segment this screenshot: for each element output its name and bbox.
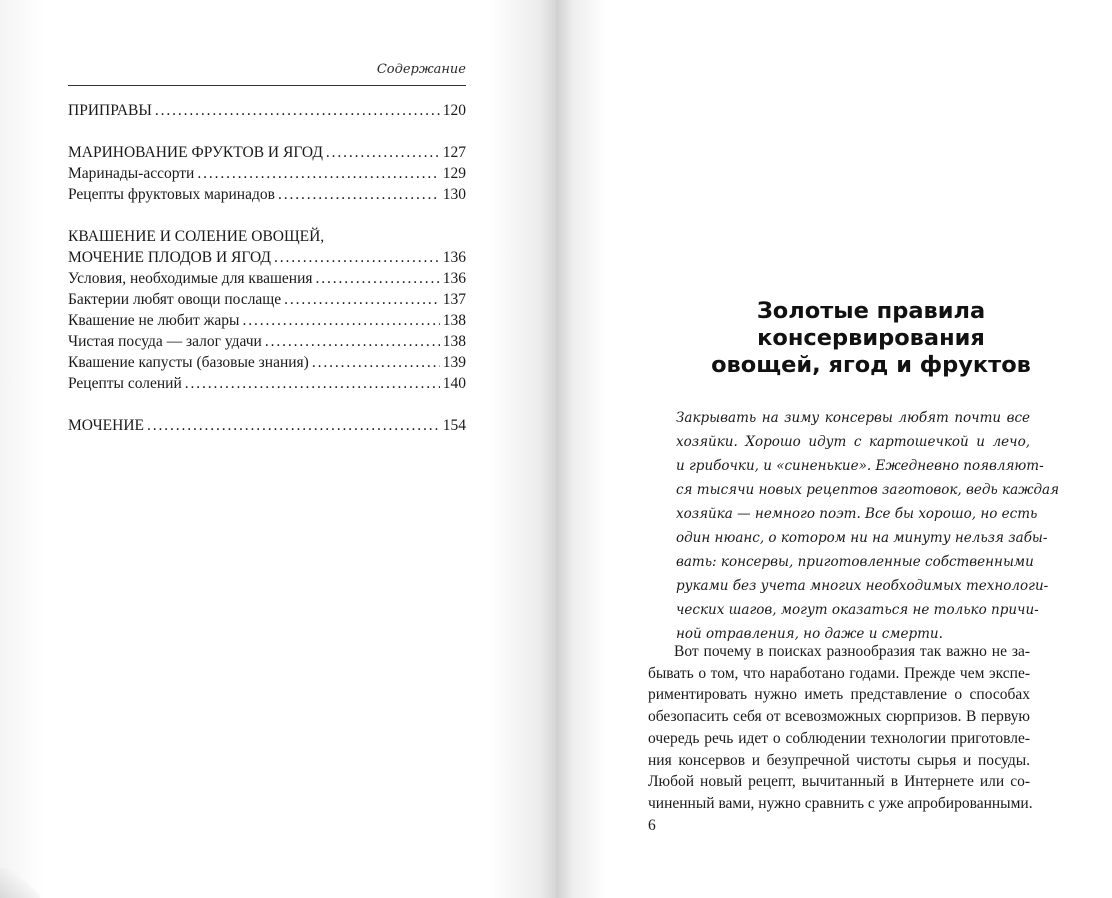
toc-entry-label: ПРИПРАВЫ: [68, 102, 152, 119]
chapter-title: [686, 298, 1056, 379]
toc-entry: [68, 331, 466, 352]
toc-spacer: [68, 205, 466, 226]
toc-entry: [68, 184, 466, 205]
toc-spacer: [68, 394, 466, 415]
toc-entry: [68, 163, 466, 184]
toc-entry: [68, 247, 466, 268]
toc-entry-label: Бактерии любят овощи послаще: [68, 291, 282, 308]
body-line: чиненный вами, нужно сравнить с уже апробированными.: [648, 794, 1033, 812]
intro-line: и грибочки, и «синенькие». Ежедневно появляют-: [676, 458, 1044, 474]
toc-entry-page: 129: [442, 165, 466, 182]
toc-entry: [68, 100, 466, 121]
toc-entry: [68, 415, 466, 436]
toc-entry-label: Рецепты фруктовых маринадов: [68, 186, 275, 203]
toc-entry-page: 140: [442, 375, 466, 392]
toc-entry-page: 136: [442, 270, 466, 287]
intro-line: хозяйки. Хорошо идут с картошечкой и лечо,: [676, 434, 1030, 450]
toc-dot-leader: [312, 352, 440, 373]
toc-entry-label: Квашение не любит жары: [68, 312, 240, 329]
header-rule: [68, 85, 466, 86]
body-line: ния консервов и безупречной чистоты сырья и посуды.: [648, 751, 1030, 769]
body-line: очередь речь идет о соблюдении технологии приготовле-: [648, 729, 1030, 747]
toc-entry-page: 130: [442, 186, 466, 203]
intro-line: Закрывать на зиму консервы любят почти все: [676, 410, 1030, 426]
running-head: Содержание: [376, 62, 466, 77]
toc-entry-page: 137: [442, 291, 466, 308]
toc-dot-leader: [242, 310, 439, 331]
toc-entry-page: 154: [442, 417, 466, 434]
body-paragraph: [648, 641, 1033, 815]
body-line: Любой новый рецепт, вычитанный в Интернете или со-: [648, 773, 1030, 791]
toc-entry-page: 127: [442, 144, 466, 161]
intro-line: вать: консервы, приготовленные собственными: [676, 554, 1034, 570]
toc-entry: [68, 352, 466, 373]
toc-entry-label: Квашение капусты (базовые знания): [68, 354, 309, 371]
toc-dot-leader: [265, 331, 440, 352]
toc-dot-leader: [274, 247, 440, 268]
page-number: 6: [648, 817, 656, 834]
toc-entry-label: МОЧЕНИЕ: [68, 417, 144, 434]
chapter-title-line: консервирования: [757, 325, 985, 351]
toc-entry-page: 139: [442, 354, 466, 371]
toc-dot-leader: [278, 184, 440, 205]
page-corner-curl: [0, 868, 40, 898]
toc-dot-leader: [147, 415, 440, 436]
toc-entry-page: 138: [442, 312, 466, 329]
intro-line: ческих шагов, могут оказаться не только причи-: [676, 602, 1039, 618]
toc-entry-label: МАРИНОВАНИЕ ФРУКТОВ И ЯГОД: [68, 144, 323, 161]
toc-entry-label: МОЧЕНИЕ ПЛОДОВ И ЯГОД: [68, 249, 271, 266]
toc-entry: [68, 373, 466, 394]
toc-entry-label: Рецепты солений: [68, 375, 182, 392]
toc-entry-label-line1: КВАШЕНИЕ И СОЛЕНИЕ ОВОЩЕЙ,: [68, 228, 325, 245]
chapter-title-line: Золотые правила: [756, 298, 986, 324]
right-page: [556, 0, 1112, 898]
intro-line: хозяйка — немного поэт. Все бы хорошо, но есть: [676, 506, 1038, 522]
body-line: бывать о том, что наработано годами. Прежде чем экспе-: [648, 664, 1030, 682]
toc-entry-label: Условия, необходимые для квашения: [68, 270, 313, 287]
toc-dot-leader: [155, 100, 440, 121]
toc-dot-leader: [185, 373, 440, 394]
table-of-contents: [68, 100, 466, 436]
toc-dot-leader: [316, 268, 440, 289]
intro-line: ся тысячи новых рецептов заготовок, ведь каждая: [676, 482, 1060, 498]
toc-entry: [68, 268, 466, 289]
intro-line: ной отравления, но даже и смерти.: [676, 626, 943, 642]
toc-entry: [68, 142, 466, 163]
intro-line: один нюанс, о котором ни на минуту нельзя забы-: [676, 530, 1048, 546]
toc-dot-leader: [197, 163, 439, 184]
toc-dot-leader: [284, 289, 440, 310]
toc-entry: [68, 289, 466, 310]
toc-entry-page: 120: [442, 102, 466, 119]
body-line: риментировать нужно иметь представление о способах: [648, 686, 1030, 704]
toc-dot-leader: [326, 142, 440, 163]
toc-entry-label: Чистая посуда — залог удачи: [68, 333, 262, 350]
toc-spacer: [68, 121, 466, 142]
toc-entry-page: 138: [442, 333, 466, 350]
toc-entry: [68, 310, 466, 331]
toc-entry-page: 136: [442, 249, 466, 266]
body-line: обезопасить себя от всевозможных сюрпризов. В первую: [648, 708, 1030, 726]
chapter-title-line: овощей, ягод и фруктов: [711, 352, 1031, 378]
intro-line: руками без учета многих необходимых технологи-: [676, 578, 1049, 594]
body-line: Вот почему в поисках разнообразия так важно не за-: [674, 643, 1030, 660]
toc-entry-label: Маринады-ассорти: [68, 165, 195, 182]
intro-paragraph: [676, 406, 1060, 646]
